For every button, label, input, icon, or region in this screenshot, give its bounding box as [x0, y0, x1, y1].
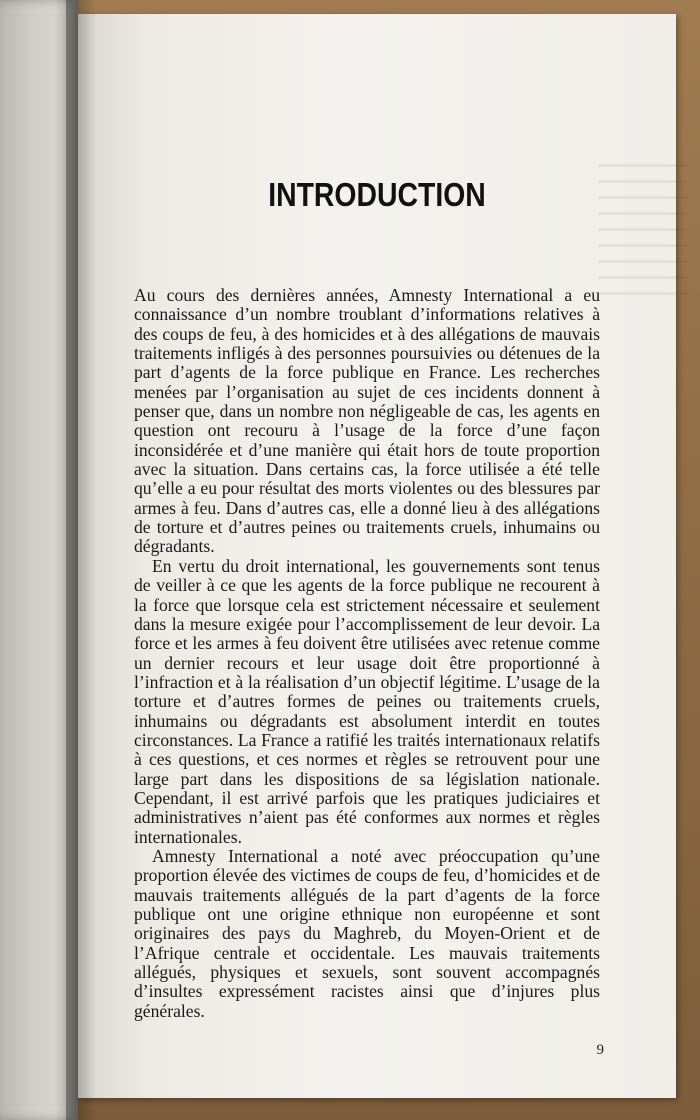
spine-shadow [66, 0, 96, 1120]
page-number: 9 [596, 1042, 604, 1058]
paragraph: Amnesty International a noté avec préoccupation qu’une proportion élevée des victimes de coups de feu, d’homicides et de mauvais traitements allégués de la part d’agents de la force publique ont une origine ethnique non européenne et sont originaires des pays du Maghreb, du Moyen-Orient et de l’Afrique centrale et occidentale. Les mauvais traitements allégués, physiques et sexuels, sont souvent accompagnés d’insultes expressément racistes ainsi que d’injures plus générales. [134, 845, 600, 1021]
paragraph: Au cours des dernières années, Amnesty International a eu connaissance d’un nombre troublant d’informations relatives à des coups de feu, à des homicides et à des allégations de mauvais traitements infligés à des personnes poursuivies ou détenues de la part d’agents de la force publique en France. Les recherches menées par l’organisation au sujet de ces incidents donnent à penser que, dans un nombre non négligeable de cas, les agents en question ont recouru à l’usage de la force d’une façon inconsidérée et d’une manière qui était hors de toute proportion avec la situation. Dans certains cas, la force utilisée a été telle qu’elle a eu pour résultat des morts violentes ou des blessures par armes à feu. Dans d’autres cas, elle a donné lieu à des allégations de torture et d’autres peines ou traitements cruels, inhumains ou dégradants. [134, 285, 600, 557]
body-text [134, 286, 600, 1021]
page-title: INTRODUCTION [268, 176, 486, 213]
book-page [78, 14, 676, 1098]
paragraph: En vertu du droit international, les gouvernements sont tenus de veiller à ce que les agents de la force publique ne recourent à la force que lorsque cela est strictement nécessaire et seulement dans la mesure exigée pour l’accomplissement de leur devoir. La force et les armes à feu doivent être utilisées avec retenue comme un dernier recours et leur usage doit être proportionné à l’infraction et à la réalisation d’un objectif légitime. L’usage de la torture et d’autres formes de peines ou traitements cruels, inhumains ou dégradants est absolument interdit en toutes circonstances. La France a ratifié les traités internationaux relatifs à ces questions, et ces normes et règles se retrouvent pour une large part dans les dispositions de sa législation nationale. Cependant, il est arrivé parfois que les pratiques judiciaires et administratives n’aient pas été conformes aux normes et règles internationales. [134, 555, 600, 847]
